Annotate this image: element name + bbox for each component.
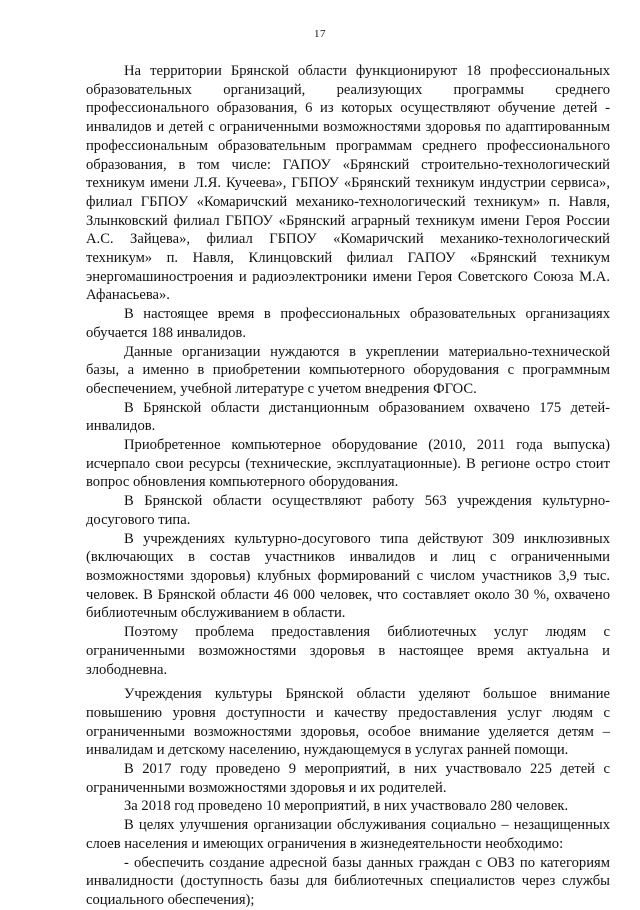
paragraph-material-base-needs: Данные организации нуждаются в укреплении материально-технической базы, а именно в приобретении компьютерного оборудования с программным обеспечением, учебной литературе с учетом внедрения ФГОС. xyxy=(86,343,610,397)
paragraph-address-database: - обеспечить создание адресной базы данных граждан с ОВЗ по категориям инвалидности (доступность базы для библиотечных специалистов через службы социального обеспечения); xyxy=(86,854,610,908)
page-number: 17 xyxy=(314,28,326,40)
paragraph-cultural-institutions: В Брянской области осуществляют работу 563 учреждения культурно-досугового типа. xyxy=(86,493,610,528)
document-body xyxy=(86,62,610,910)
paragraph-vocational-organizations: На территории Брянской области функционируют 18 профессиональных образовательных организаций, реализующих программы среднего профессионального образования, 6 из которых осуществляют обучение детей - инвалидов и детей с ограниченными возможностями здоровья по адаптированным профессиональным образовательным программам среднего профессионального образования, в том числе: ГАПОУ «Брянский строительно-технологический техникум имени Л.Я. Кучеева», ГБПОУ «Брянский техникум индустрии сервиса», филиал ГБПОУ «Комаричский механико-технологический техникум» п. Навля, Злынковский филиал ГБПОУ «Брянский аграрный техникум имени Героя России А.С. Зайцева», филиал ГБПОУ «Комаричский механико-технологический техникум» п. Навля, Клинцовский филиал ГАПОУ «Брянский техникум энергомашиностроения и радиоэлектроники имени Героя Советского Союза М.А. Афанасьева». xyxy=(86,63,610,304)
paragraph-culture-accessibility: Учреждения культуры Брянской области уделяют большое внимание повышению уровня доступности и качеству предоставления услуг людям с ограниченными возможностями здоровья, особое внимание уделяется детям – инвалидам и детскому населению, нуждающемуся в услугах ранней помощи. xyxy=(86,686,610,759)
paragraph-disabled-students-count: В настоящее время в профессиональных образовательных организациях обучается 188 инвалидов. xyxy=(86,306,610,341)
paragraph-events-2017: В 2017 году проведено 9 мероприятий, в них участвовало 225 детей с ограниченными возможностями здоровья и их родителей. xyxy=(86,761,610,796)
paragraph-improvement-goals: В целях улучшения организации обслуживания социально – незащищенных слоев населения и имеющих ограничения в жизнедеятельности необходимо: xyxy=(86,817,610,852)
paragraph-inclusive-clubs: В учреждениях культурно-досугового типа действуют 309 инклюзивных (включающих в состав участников инвалидов и лиц с ограниченными возможностями здоровья) клубных формирований с числом участников 3,9 тыс. человек. В Брянской области 46 000 человек, что составляет около 30 %, охвачено библиотечным обслуживанием в области. xyxy=(86,530,610,622)
paragraph-distance-education: В Брянской области дистанционным образованием охвачено 175 детей-инвалидов. xyxy=(86,399,610,435)
paragraph-library-services-problem: Поэтому проблема предоставления библиотечных услуг людям с ограниченными возможностями здоровья в настоящее время актуальна и злободневна. xyxy=(86,624,610,678)
paragraph-events-2018: За 2018 год проведено 10 мероприятий, в них участвовало 280 человек. xyxy=(124,798,569,815)
paragraph-computer-equipment: Приобретенное компьютерное оборудование (2010, 2011 года выпуска) исчерпало свои ресурсы (технические, эксплуатационные). В регионе остро стоит вопрос обновления компьютерного оборудования. xyxy=(86,437,610,491)
